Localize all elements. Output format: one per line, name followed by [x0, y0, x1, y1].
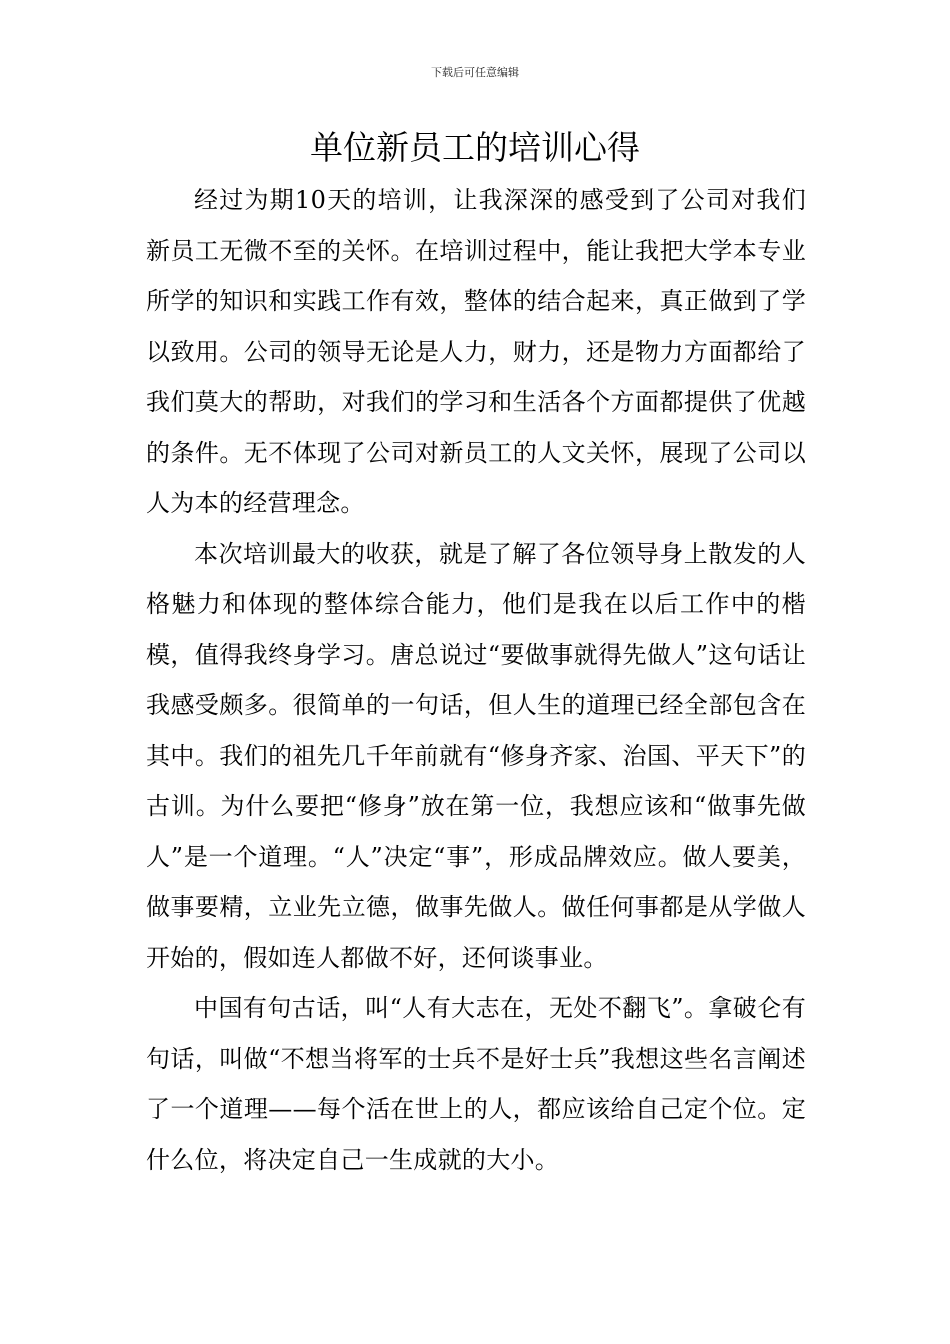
- document-title: 单位新员工的培训心得: [310, 128, 640, 167]
- page-header-note: 下载后可任意编辑: [431, 66, 519, 79]
- paragraph-3: 中国有句古话，叫“人有大志在，无处不翻飞”。拿破仑有句话，叫做“不想当将军的士兵不是好士兵”我想这些名言阐述了一个道理——每个活在世上的人，都应该给自己定个位。定什么位，将决定自己一生成就的大小。: [146, 994, 806, 1174]
- paragraph-2: 本次培训最大的收获，就是了解了各位领导身上散发的人格魅力和体现的整体综合能力，他们是我在以后工作中的楷模，值得我终身学习。唐总说过“要做事就得先做人”这句话让我感受颇多。很简单的一句话，但人生的道理已经全部包含在其中。我们的祖先几千年前就有“修身齐家、治国、平天下”的古训。为什么要把“修身”放在第一位，我想应该和“做事先做人”是一个道理。“人”决定“事”，形成品牌效应。做人要美，做事要精，立业先立德，做事先做人。做任何事都是从学做人开始的，假如连人都做不好，还何谈事业。: [146, 539, 806, 972]
- document-body: [146, 175, 806, 1185]
- paragraph-1: 经过为期10天的培训，让我深深的感受到了公司对我们新员工无微不至的关怀。在培训过程中，能让我把大学本专业所学的知识和实践工作有效，整体的结合起来，真正做到了学以致用。公司的领导无论是人力，财力，还是物力方面都给了我们莫大的帮助，对我们的学习和生活各个方面都提供了优越的条件。无不体现了公司对新员工的人文关怀，展现了公司以人为本的经营理念。: [146, 186, 806, 517]
